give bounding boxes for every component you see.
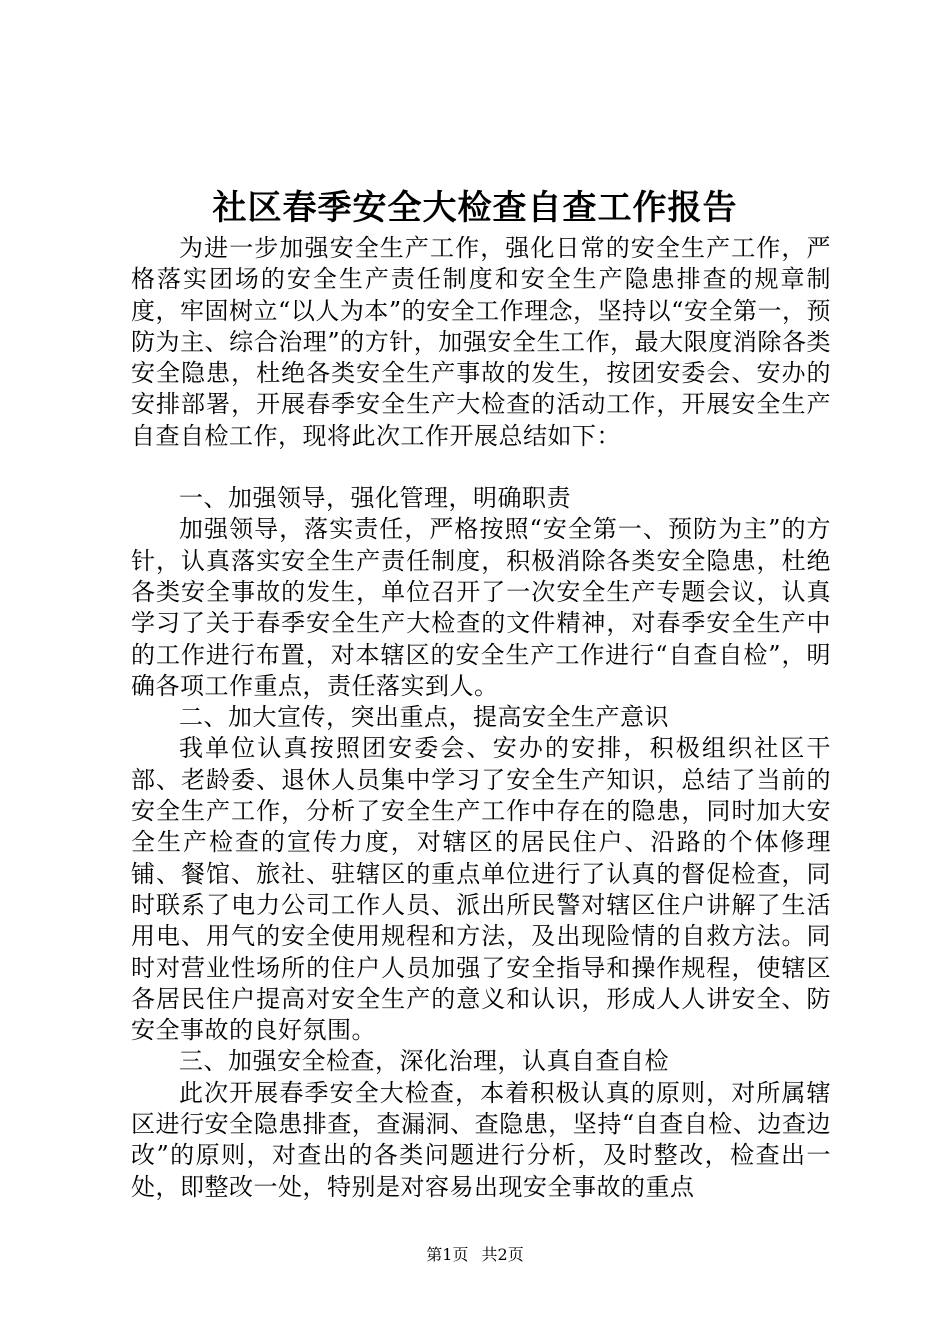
section-paragraph: 我单位认真按照团安委会、安办的安排，积极组织社区干部、老龄委、退休人员集中学习了安全生产知识，总结了当前的安全生产工作，分析了安全生产工作中存在的隐患，同时加大安全生产检查的宣传力度，对辖区的居民住户、沿路的个体修理铺、餐馆、旅社、驻辖区的重点单位进行了认真的督促检查，同时联系了电力公司工作人员、派出所民警对辖区住户讲解了生活用电、用气的安全使用规程和方法，及出现险情的自救方法。同时对营业性场所的住户人员加强了安全指导和操作规程，使辖区各居民住户提高对安全生产的意义和认识，形成人人讲安全、防安全事故的良好氛围。: [131, 734, 831, 1045]
page-total: 共2页: [481, 1245, 524, 1264]
section-heading: 二、加大宣传，突出重点，提高安全生产意识: [179, 703, 669, 732]
page-footer: [0, 1244, 950, 1266]
document-body: [131, 233, 831, 1203]
section-paragraph: 加强领导，落实责任，严格按照“安全第一、预防为主”的方针，认真落实安全生产责任制度，积极消除各类安全隐患，杜绝各类安全事故的发生，单位召开了一次安全生产专题会议，认真学习了关于春季安全生产大检查的文件精神，对春季安全生产中的工作进行布置，对本辖区的安全生产工作进行“自查自检”，明确各项工作重点，责任落实到人。: [131, 515, 831, 700]
page-number: 第1页: [426, 1245, 469, 1264]
section-heading: 三、加强安全检查，深化治理，认真自查自检: [179, 1047, 669, 1076]
document-title: 社区春季安全大检查自查工作报告: [212, 188, 738, 228]
section-paragraph: 此次开展春季安全大检查，本着积极认真的原则，对所属辖区进行安全隐患排查，查漏洞、查隐患，坚持“自查自检、边查边改”的原则，对查出的各类问题进行分析，及时整改，检查出一处，即整改一处，特别是对容易出现安全事故的重点: [131, 1078, 831, 1201]
intro-paragraph: 为进一步加强安全生产工作，强化日常的安全生产工作，严格落实团场的安全生产责任制度和安全生产隐患排查的规章制度，牢固树立“以人为本”的安全工作理念，坚持以“安全第一，预防为主、综合治理”的方针，加强安全生工作，最大限度消除各类安全隐患，杜绝各类安全生产事故的发生，按团安委会、安办的安排部署，开展春季安全生产大检查的活动工作，开展安全生产自查自检工作，现将此次工作开展总结如下：: [131, 234, 831, 450]
section-heading: 一、加强领导，强化管理，明确职责: [179, 484, 571, 513]
